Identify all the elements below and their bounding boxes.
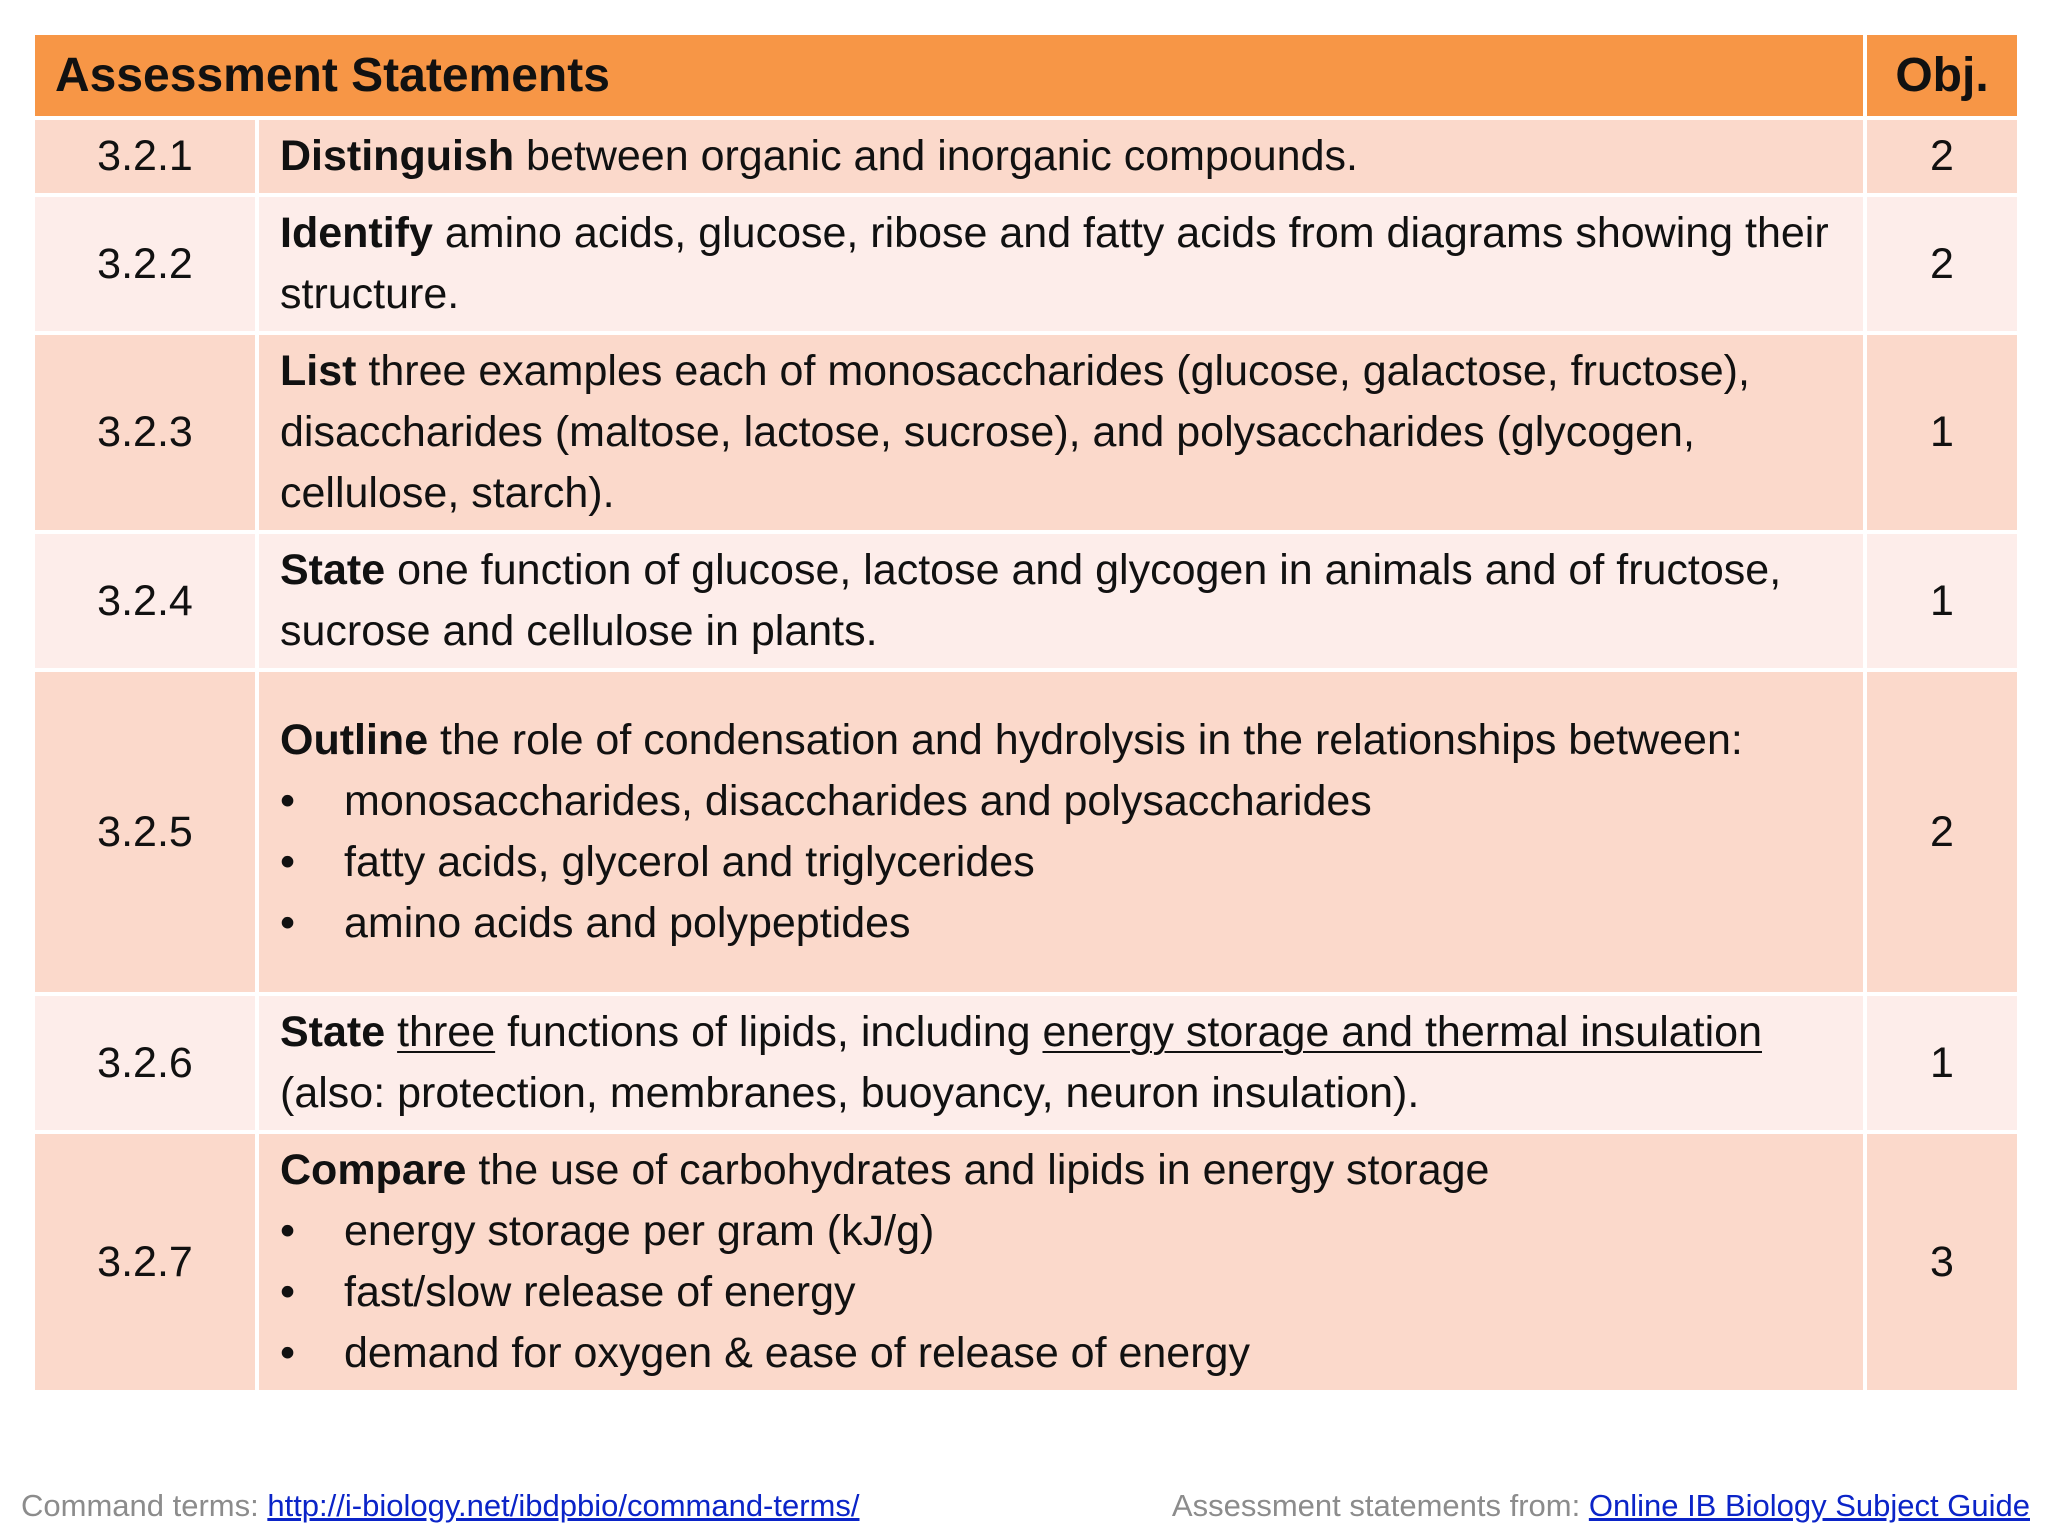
list-item-text: energy storage per gram (kJ/g) bbox=[344, 1207, 935, 1255]
table-row bbox=[35, 335, 2017, 530]
table-row bbox=[35, 672, 2017, 992]
command-term: State bbox=[280, 546, 386, 594]
header-obj: Obj. bbox=[1867, 35, 2017, 116]
objective-level: 2 bbox=[1867, 120, 2017, 193]
list-item-text: fast/slow release of energy bbox=[344, 1268, 856, 1316]
objective-level: 1 bbox=[1867, 534, 2017, 668]
table-row bbox=[35, 534, 2017, 668]
bullet-list bbox=[280, 1201, 1857, 1384]
footer-command-terms bbox=[21, 1488, 860, 1524]
command-term: Outline bbox=[280, 716, 429, 764]
table-row bbox=[35, 120, 2017, 193]
bullet-icon: • bbox=[280, 777, 296, 825]
statement-number: 3.2.6 bbox=[35, 996, 255, 1130]
statement-number: 3.2.7 bbox=[35, 1134, 255, 1390]
statement-text bbox=[259, 120, 1863, 193]
statement-body bbox=[385, 1008, 397, 1056]
objective-level: 1 bbox=[1867, 996, 2017, 1130]
list-item bbox=[280, 1262, 1857, 1323]
statement-text bbox=[259, 197, 1863, 331]
command-term: Distinguish bbox=[280, 132, 515, 180]
footer-label: Command terms: bbox=[21, 1488, 268, 1523]
list-item bbox=[280, 771, 1857, 832]
statement-intro bbox=[280, 1140, 1857, 1201]
statement-body: amino acids, glucose, ribose and fatty acids from diagrams showing their structure. bbox=[280, 209, 1829, 318]
bullet-icon: • bbox=[280, 899, 296, 947]
command-term: Compare bbox=[280, 1146, 467, 1194]
table-header-row bbox=[35, 35, 2017, 116]
header-statements: Assessment Statements bbox=[35, 35, 1863, 116]
statement-body: three examples each of monosaccharides (glucose, galactose, fructose), disaccharides (maltose, lactose, sucrose), and polysaccharides (glycogen, cellulose, starch). bbox=[280, 347, 1750, 517]
objective-level: 1 bbox=[1867, 335, 2017, 530]
subject-guide-link[interactable]: Online IB Biology Subject Guide bbox=[1588, 1488, 2030, 1523]
underlined-term: energy storage and thermal insulation bbox=[1042, 1008, 1762, 1056]
statement-body: between organic and inorganic compounds. bbox=[514, 132, 1358, 180]
objective-level: 3 bbox=[1867, 1134, 2017, 1390]
objective-level: 2 bbox=[1867, 197, 2017, 331]
bullet-icon: • bbox=[280, 1207, 296, 1255]
command-term: List bbox=[280, 347, 357, 395]
statement-number: 3.2.5 bbox=[35, 672, 255, 992]
statement-number: 3.2.1 bbox=[35, 120, 255, 193]
statement-body: one function of glucose, lactose and glycogen in animals and of fructose, sucrose and cellulose in plants. bbox=[280, 546, 1782, 655]
assessment-table bbox=[31, 31, 2021, 1394]
statement-body: the use of carbohydrates and lipids in energy storage bbox=[466, 1146, 1490, 1194]
footer-label: Assessment statements from: bbox=[1171, 1488, 1589, 1523]
list-item bbox=[280, 1201, 1857, 1262]
command-terms-link[interactable]: http://i-biology.net/ibdpbio/command-terms/ bbox=[267, 1488, 860, 1523]
bullet-icon: • bbox=[280, 838, 296, 886]
list-item-text: monosaccharides, disaccharides and polysaccharides bbox=[344, 777, 1372, 825]
command-term: State bbox=[280, 1008, 386, 1056]
statement-intro bbox=[280, 710, 1857, 771]
statement-text bbox=[259, 996, 1863, 1130]
objective-level: 2 bbox=[1867, 672, 2017, 992]
footer-source bbox=[1172, 1488, 2030, 1524]
list-item-text: demand for oxygen & ease of release of energy bbox=[344, 1329, 1250, 1377]
list-item bbox=[280, 832, 1857, 893]
list-item-text: amino acids and polypeptides bbox=[344, 899, 911, 947]
underlined-term: three bbox=[397, 1008, 496, 1056]
table-row bbox=[35, 996, 2017, 1130]
table-row bbox=[35, 197, 2017, 331]
list-item bbox=[280, 893, 1857, 954]
bullet-icon: • bbox=[280, 1329, 296, 1377]
list-item-text: fatty acids, glycerol and triglycerides bbox=[344, 838, 1035, 886]
statement-text bbox=[259, 672, 1863, 992]
list-item bbox=[280, 1323, 1857, 1384]
statement-number: 3.2.4 bbox=[35, 534, 255, 668]
statement-text bbox=[259, 335, 1863, 530]
statement-body: (also: protection, membranes, buoyancy, neuron insulation). bbox=[280, 1069, 1420, 1117]
statement-number: 3.2.2 bbox=[35, 197, 255, 331]
statement-number: 3.2.3 bbox=[35, 335, 255, 530]
bullet-icon: • bbox=[280, 1268, 296, 1316]
command-term: Identify bbox=[280, 209, 433, 257]
statement-body: functions of lipids, including bbox=[495, 1008, 1043, 1056]
statement-text bbox=[259, 1134, 1863, 1390]
bullet-list bbox=[280, 771, 1857, 954]
statement-text bbox=[259, 534, 1863, 668]
statement-body: the role of condensation and hydrolysis in the relationships between: bbox=[428, 716, 1743, 764]
table-row bbox=[35, 1134, 2017, 1390]
